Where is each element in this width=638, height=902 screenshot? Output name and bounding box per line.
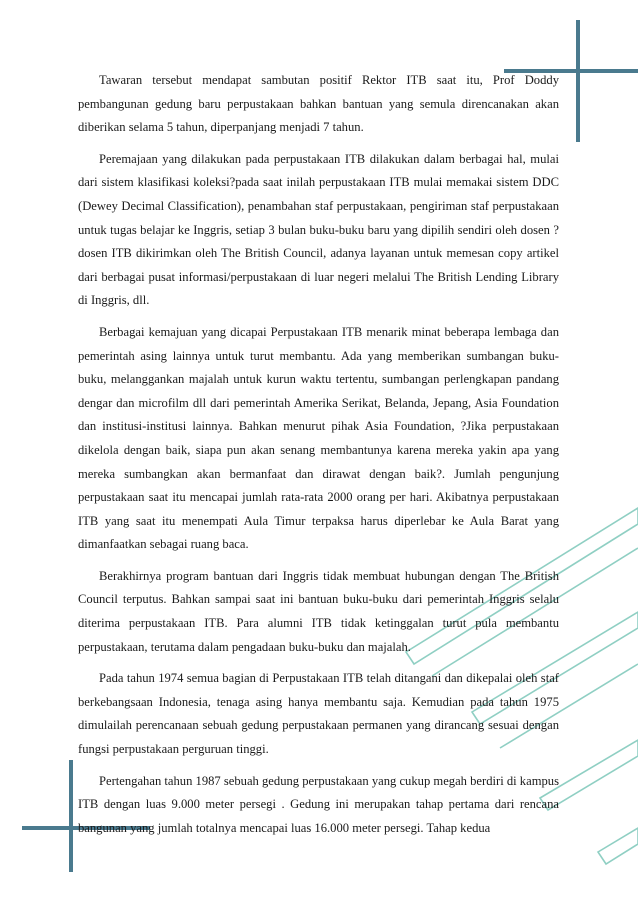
document-body: [78, 69, 559, 848]
paragraph-4: Berakhirnya program bantuan dari Inggris tidak membuat hubungan dengan The British Council terputus. Bahkan sampai saat ini bantuan buku-buku dari pemerintah Inggris selalu diterima perpustakaan ITB. Para alumni ITB tidak ketinggalan turut pula membantu perpustakaan, terutama dalam pengadaan buku-buku dan majalah.: [78, 568, 559, 654]
paragraph-2: Peremajaan yang dilakukan pada perpustakaan ITB dilakukan dalam berbagai hal, mulai dari sistem klasifikasi koleksi?pada saat inilah perpustakaan ITB mulai memakai sistem DDC (Dewey Decimal Classification), penambahan staf perpustakaan, pengiriman staf perpustakaan untuk tugas belajar ke Inggris, setiap 3 bulan buku-buku baru yang dipilih sendiri oleh dosen ? dosen ITB dikirimkan oleh The British Council, adanya layanan untuk memesan copy artikel dari berbagai pusat informasi/perpustakaan di luar negeri melalui The British Lending Library di Inggris, dll.: [78, 151, 559, 308]
paragraph-3: Berbagai kemajuan yang dicapai Perpustakaan ITB menarik minat beberapa lembaga dan pemerintah asing lainnya untuk turut membantu. Ada yang memberikan sumbangan buku-buku, melanggankan majalah untuk kurun waktu tertentu, sumbangan perlengkapan pandang dengar dan microfilm dll dari pemerintah Amerika Serikat, Belanda, Jepang, Asia Foundation dan institusi-institusi lainnya. Bahkan menurut pihak Asia Foundation, ?Jika perpustakaan dikelola dengan baik, siapa pun akan senang membantunya karena mereka yakin apa yang mereka sumbangkan akan bermanfaat dan dirawat dengan baik?. Jumlah pengunjung perpustakaan saat itu mencapai jumlah rata-rata 2000 orang per hari. Akibatnya perpustakaan ITB yang saat itu menempati Aula Timur terpaksa harus diperlebar ke Aula Barat yang dimanfaatkan sebagai ruang baca.: [78, 324, 559, 552]
paragraph-1: Tawaran tersebut mendapat sambutan positif Rektor ITB saat itu, Prof Doddy pembangunan gedung baru perpustakaan bahkan bantuan yang semula direncanakan akan diberikan selama 5 tahun, diperpanjang menjadi 7 tahun.: [78, 73, 559, 135]
diagonal-band-4: [598, 828, 638, 864]
paragraph-6: Pertengahan tahun 1987 sebuah gedung perpustakaan yang cukup megah berdiri di kampus ITB dengan luas 9.000 meter persegi . Gedung ini merupakan tahap pertama dari rencana bangunan yang jumlah totalnya mencapai luas 16.000 meter persegi. Tahap kedua: [78, 773, 559, 835]
paragraph-5: Pada tahun 1974 semua bagian di Perpustakaan ITB telah ditangani dan dikepalai oleh staf berkebangsaan Indonesia, tenaga asing hanya membantu saja. Kemudian pada tahun 1975 dimulailah perencanaan sebuah gedung perpustakaan permanen yang dirancang sesuai dengan fungsi perpustakaan perguruan tinggi.: [78, 671, 559, 757]
